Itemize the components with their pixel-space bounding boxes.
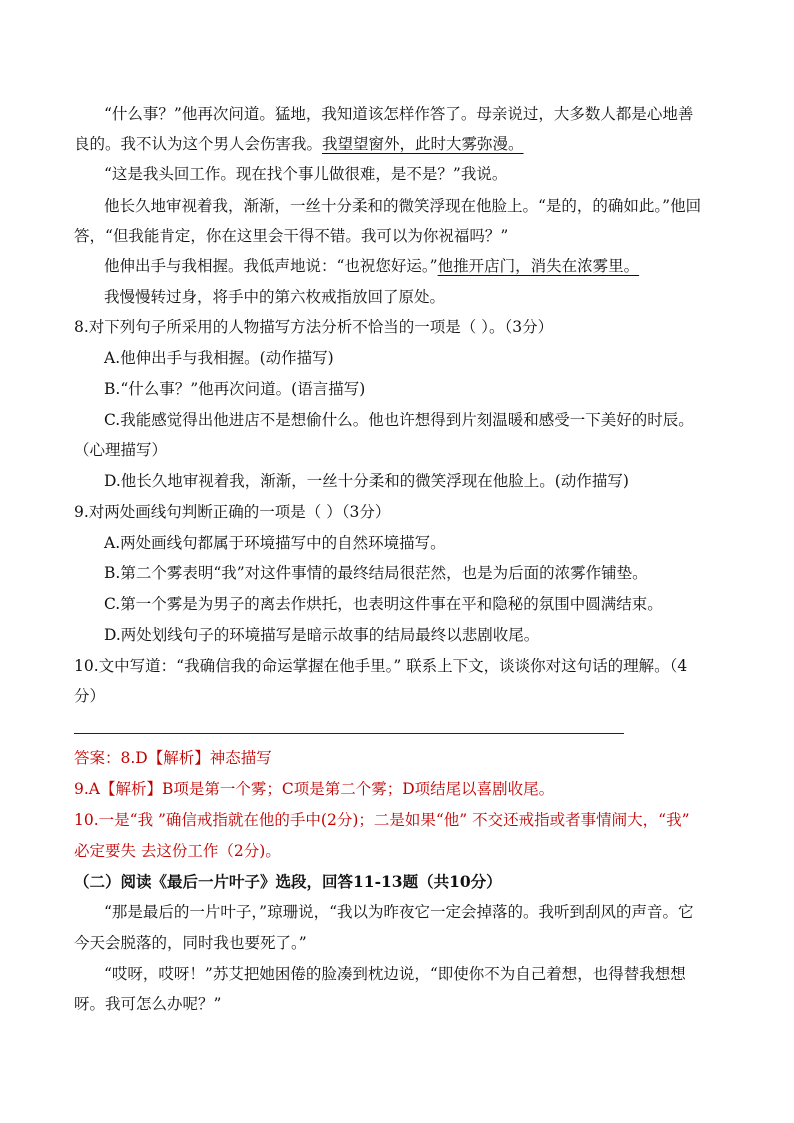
question-8-option-b: B.“什么事？”他再次问道。(语言描写) (104, 380, 366, 398)
answer-blank-line (74, 733, 624, 734)
answer-10-line-1: 10.一是“我 ”确信戒指就在他的手中(2分)；二是如果“他” 不交还戒指或者事情闹大，“我” (74, 811, 690, 829)
question-8-option-c-line-1: C.我能感觉得出他进店不是想偷什么。他也许想得到片刻温暖和感受一下美好的时辰。 (104, 411, 694, 429)
story-paragraph-3-line-1: 他长久地审视着我，渐渐，一丝十分柔和的微笑浮现在他脸上。“是的，的确如此。”他回 (104, 197, 702, 215)
section-2-heading: （二）阅读《最后一片叶子》选段，回答11-13题（共10分） (74, 872, 502, 891)
question-9-option-c: C.第一个雾是为男子的离去作烘托，也表明这件事在平和隐秘的氛围中圆满结束。 (104, 595, 663, 613)
answer-8-text: 8.D【解析】神态描写 (120, 749, 272, 767)
question-10-stem-line-1: 10.文中写道：“我确信我的命运掌握在他手里。” 联系上下文，谈谈你对这句话的理解。（4 (74, 657, 688, 675)
story-paragraph-1-line-2 (74, 134, 524, 154)
question-8-option-d: D.他长久地审视着我，渐渐，一丝十分柔和的微笑浮现在他脸上。(动作描写) (104, 472, 629, 490)
underlined-fog-sentence-1: 我望望窗外，此时大雾弥漫。 (322, 135, 524, 153)
story-paragraph-2: “这是我头回工作。现在找个事儿做很难，是不是？”我说。 (104, 165, 508, 183)
story-text: 他伸出手与我相握。我低声地说：“也祝您好运。” (104, 257, 438, 275)
question-9-option-b: B.第二个雾表明“我”对这件事情的最终结局很茫然，也是为后面的浓雾作铺垫。 (104, 564, 648, 582)
section-2-paragraph-1-line-2: 今天会脱落的，同时我也要死了。” (74, 934, 307, 952)
section-2-paragraph-2-line-2: 呀。我可怎么办呢？” (74, 995, 222, 1013)
story-paragraph-5: 我慢慢转过身，将手中的第六枚戒指放回了原处。 (104, 288, 446, 306)
section-2-paragraph-1-line-1: “那是最后的一片叶子，”琼珊说，“我以为昨夜它一定会掉落的。我听到刮风的声音。它 (104, 903, 694, 921)
answer-10-line-2: 必定要失 去这份工作（2分)。 (74, 842, 281, 860)
answer-8 (74, 748, 272, 768)
answer-label: 答案： (74, 749, 121, 767)
story-paragraph-1-line-1: “什么事？”他再次问道。猛地，我知道该怎样作答了。母亲说过，大多数人都是心地善 (104, 105, 694, 123)
answer-9: 9.A【解析】B项是第一个雾；C项是第二个雾；D项结尾以喜剧收尾。 (74, 780, 555, 798)
story-text: 良的。我不认为这个男人会伤害我。 (74, 135, 323, 153)
question-10-stem-line-2: 分） (74, 687, 106, 705)
underlined-fog-sentence-2: 他推开店门，消失在浓雾里。 (437, 257, 640, 275)
question-8-option-c-line-2: （心理描写） (74, 441, 168, 459)
question-8-option-a: A.他伸出手与我相握。(动作描写) (104, 349, 334, 367)
question-8-stem: 8.对下列句子所采用的人物描写方法分析不恰当的一项是（ ）。（3分） (74, 318, 554, 336)
question-9-option-d: D.两处划线句子的环境描写是暗示故事的结局最终以悲剧收尾。 (104, 626, 540, 644)
story-paragraph-3-line-2: 答，“但我能肯定，你在这里会干得不错。我可以为你祝福吗？” (74, 227, 509, 245)
question-9-stem: 9.对两处画线句判断正确的一项是（ ）（3分） (74, 503, 391, 521)
section-2-paragraph-2-line-1: “哎呀，哎呀！”苏艾把她困倦的脸凑到枕边说，“即使你不为自己着想，也得替我想想 (104, 965, 686, 983)
question-9-option-a: A.两处画线句都属于环境描写中的自然环境描写。 (104, 534, 446, 552)
story-paragraph-4 (104, 256, 639, 276)
